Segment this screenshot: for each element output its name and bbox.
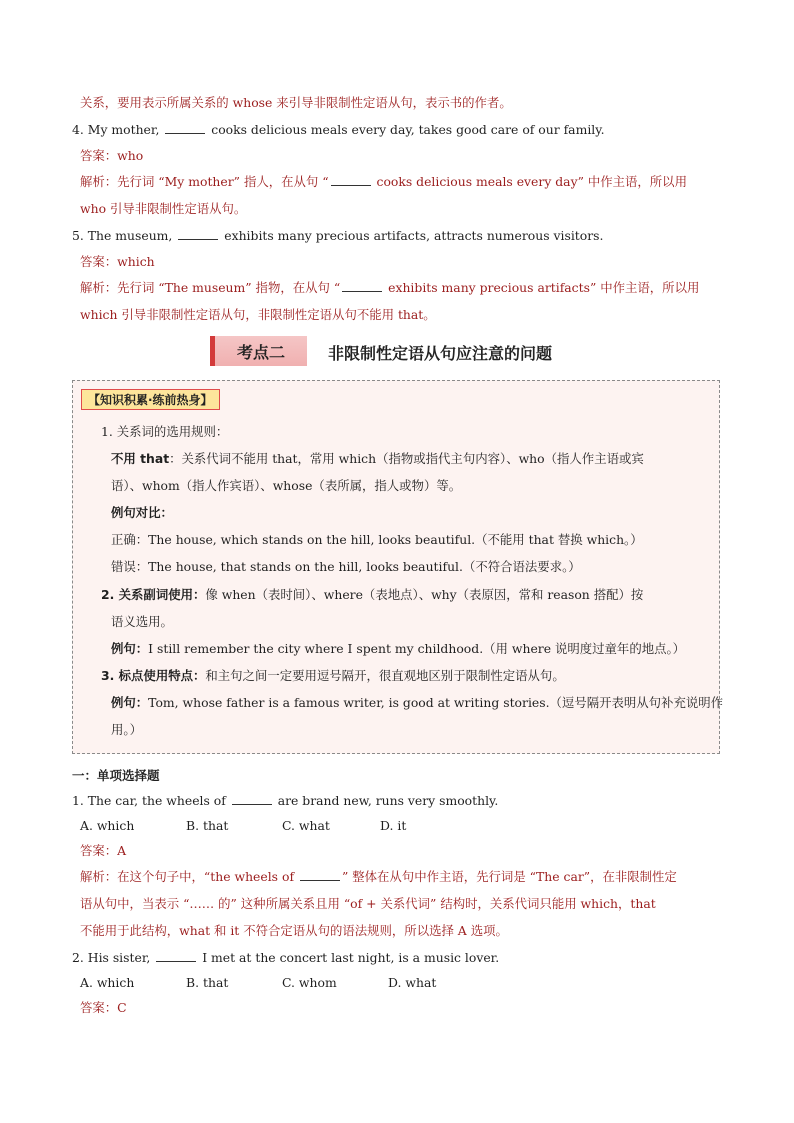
exercise-heading: 一：单项选择题 <box>72 768 160 783</box>
question-text: 4. My mother, <box>72 122 164 137</box>
rule-text: 和主句之间一定要用逗号隔开，很直观地区别于限制性定语从句。 <box>205 668 565 683</box>
option-a: A. which <box>80 975 135 990</box>
explanation-text: ” 整体在从句中作主语，先行词是 “The car”，在非限制性定 <box>341 869 677 884</box>
example-text: I still remember the city where I spent my childhood.（用 where 说明度过童年的地点。） <box>148 641 686 656</box>
rule-text: 像 when（表时间）、where（表地点）、why（表原因，常和 reason 搭配）按 <box>205 587 644 602</box>
question-text: 2. His sister, <box>72 950 155 965</box>
option-b: B. that <box>186 818 229 833</box>
bold-label: 不用 that <box>111 451 170 466</box>
explanation-line: 关系，要用表示所属关系的 whose 来引导非限制性定语从句，表示书的作者。 <box>80 95 512 110</box>
answer-blank <box>165 123 205 134</box>
answer-blank <box>178 229 218 240</box>
example-wrong: 错误：The house, that stands on the hill, looks beautiful.（不符合语法要求。） <box>111 559 581 574</box>
question-text: exhibits many precious artifacts, attracts numerous visitors. <box>220 228 604 243</box>
rule-2 <box>101 586 643 604</box>
bold-label: 例句： <box>111 695 149 710</box>
question-text: 1. The car, the wheels of <box>72 793 230 808</box>
explanation-5 <box>80 279 699 297</box>
answer-blank <box>342 281 382 292</box>
question-5 <box>72 227 603 245</box>
rule-3 <box>101 667 565 685</box>
explanation-text: 解析：在这个句子中，“the wheels of <box>80 869 298 884</box>
answer-blank <box>232 794 272 805</box>
answer-4: 答案：who <box>80 148 144 163</box>
explanation-1-cont2: 不能用于此结构，what 和 it 不符合定语从句的语法规则，所以选择 A 选项。 <box>80 923 508 938</box>
explanation-text: 解析：先行词 “My mother” 指人，在从句 “ <box>80 174 329 189</box>
rule-1-heading: 1. 关系词的选用规则： <box>101 424 229 439</box>
example-correct: 正确：The house, which stands on the hill, looks beautiful.（不能用 that 替换 which。） <box>111 532 643 547</box>
explanation-1-cont: 语从句中，当表示 “…… 的” 这种所属关系且用 “of + 关系代词” 结构时，关系代词只能用 which，that <box>80 896 656 911</box>
question-4 <box>72 121 605 139</box>
rule-text: ：关系代词不能用 that，常用 which（指物或指代主句内容）、who（指人作主语或宾 <box>169 451 644 466</box>
question-text: 5. The museum, <box>72 228 177 243</box>
answer-1: 答案：A <box>80 843 127 858</box>
explanation-text: cooks delicious meals every day” 中作主语，所以用 <box>372 174 687 189</box>
answer-2: 答案：C <box>80 1000 127 1015</box>
example-text: Tom, whose father is a famous writer, is good at writing stories.（逗号隔开表明从句补充说明作 <box>148 695 724 710</box>
question-text: I met at the concert last night, is a music lover. <box>198 950 500 965</box>
question-2 <box>72 949 499 967</box>
box-title: 【知识积累·练前热身】 <box>81 389 220 410</box>
question-text: cooks delicious meals every day, takes good care of our family. <box>207 122 605 137</box>
rule-2-example <box>111 640 685 658</box>
answer-blank <box>331 175 371 186</box>
explanation-4-cont: who 引导非限制性定语从句。 <box>80 201 247 216</box>
question-1 <box>72 792 498 810</box>
explanation-text: exhibits many precious artifacts” 中作主语，所以用 <box>384 280 700 295</box>
option-d: D. it <box>380 818 407 833</box>
answer-blank <box>300 870 340 881</box>
section-header <box>210 336 630 366</box>
option-a: A. which <box>80 818 135 833</box>
bold-label: 3. 标点使用特点： <box>101 668 206 683</box>
bold-label: 例句： <box>111 641 149 656</box>
question-text: are brand new, runs very smoothly. <box>273 793 499 808</box>
explanation-text: 解析：先行词 “The museum” 指物，在从句 “ <box>80 280 341 295</box>
rule-3-example-cont: 用。） <box>111 722 142 737</box>
knowledge-box <box>72 380 724 754</box>
option-d: D. what <box>388 975 437 990</box>
rule-3-example <box>111 694 723 712</box>
rule-2-line-2: 语义选用。 <box>111 614 173 629</box>
explanation-5-cont: which 引导非限制性定语从句，非限制性定语从句不能用 that。 <box>80 307 436 322</box>
answer-5: 答案：which <box>80 254 155 269</box>
section-tag: 考点二 <box>210 336 307 366</box>
example-heading: 例句对比： <box>111 505 173 520</box>
explanation-1 <box>80 868 677 886</box>
answer-blank <box>156 951 196 962</box>
option-c: C. what <box>282 818 330 833</box>
rule-1-line-1 <box>111 450 644 468</box>
option-c: C. whom <box>282 975 337 990</box>
bold-label: 2. 关系副词使用： <box>101 587 206 602</box>
explanation-4 <box>80 173 687 191</box>
option-b: B. that <box>186 975 229 990</box>
rule-1-line-2: 语）、whom（指人作宾语）、whose（表所属，指人或物）等。 <box>111 478 462 493</box>
section-title: 非限制性定语从句应注意的问题 <box>328 344 553 363</box>
